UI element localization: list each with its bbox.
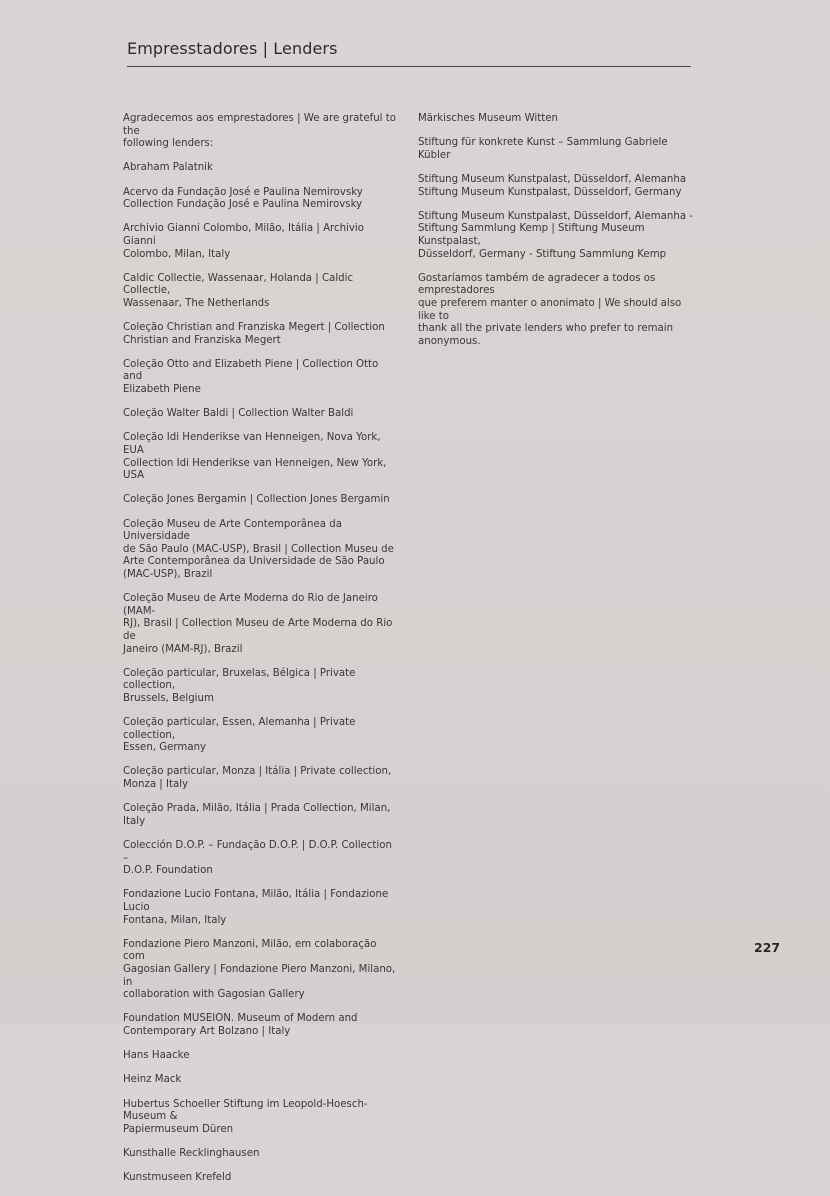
lender-entry: Märkisches Museum Witten <box>418 113 558 124</box>
lender-entry: Abraham Palatnik <box>123 162 213 174</box>
lenders-list-right <box>418 113 693 360</box>
lender-entry: Coleção Museu de Arte Moderna do Rio de Janeiro (MAM- RJ), Brasil | Collection Museu de Arte Moderna do Rio de Janeiro (MAM-RJ), Brazil <box>123 593 393 655</box>
lender-entry: Stiftung Museum Kunstpalast, Düsseldorf, Alemanha - Stiftung Sammlung Kemp | Stiftung Museum Kunstpalast, Düsseldorf, Germany - Stiftung Sammlung Kemp <box>418 210 693 260</box>
lender-entry: Coleção Jones Bergamin | Collection Jones Bergamin <box>123 494 390 506</box>
lender-entry: Stiftung für konkrete Kunst – Sammlung Gabriele Kübler <box>418 137 668 161</box>
lender-entry: Coleção Museu de Arte Contemporânea da Universidade de São Paulo (MAC-USP), Brasil | Collection Museu de Arte Contemporânea da Universidade de São Paulo (MAC-USP), Brazil <box>123 518 394 580</box>
title-divider <box>127 66 691 67</box>
lender-entry: Coleção Otto and Elizabeth Piene | Collection Otto and Elizabeth Piene <box>123 358 379 396</box>
lender-entry: Heinz Mack <box>123 1074 182 1086</box>
page-title: Empresstadores | Lenders <box>127 39 338 58</box>
lender-entry: Colección D.O.P. – Fundação D.O.P. | D.O.P. Collection – D.O.P. Foundation <box>123 840 392 877</box>
lender-entry: Stiftung Museum Kunstpalast, Düsseldorf, Alemanha Stiftung Museum Kunstpalast, Düsseldorf, Germany <box>418 173 687 198</box>
lender-entry: Foundation MUSEION. Museum of Modern and Contemporary Art Bolzano | Italy <box>123 1013 358 1037</box>
lender-entry: Coleção Christian and Franziska Megert | Collection Christian and Franziska Megert <box>123 322 385 346</box>
lender-entry: Fondazione Lucio Fontana, Milão, Itália | Fondazione Lucio Fontana, Milan, Italy <box>123 889 389 926</box>
lender-entry: Coleção Idi Henderikse van Henneigen, Nova York, EUA Collection Idi Henderikse van Henneigen, New York, USA <box>123 432 387 482</box>
acknowledgement-text: Gostaríamos também de agradecer a todos os emprestadores que preferem manter o anonimato | We should also like to thank all the private lenders who prefer to remain anonymous. <box>418 272 682 347</box>
lender-entry: Coleção particular, Bruxelas, Bélgica | Private collection, Brussels, Belgium <box>123 667 356 704</box>
lender-entry: Hubertus Schoeller Stiftung im Leopold-Hoesch-Museum & Papiermuseum Düren <box>123 1098 368 1135</box>
page-number: 227 <box>754 940 781 955</box>
lender-entry: Kunstmuseen Krefeld <box>123 1172 232 1184</box>
lender-entry: Kunsthalle Recklinghausen <box>123 1147 260 1159</box>
lender-entry: Coleção particular, Monza | Itália | Private collection, Monza | Italy <box>123 766 392 791</box>
lender-entry: Coleção Prada, Milão, Itália | Prada Collection, Milan, Italy <box>123 803 391 827</box>
lenders-list-left <box>123 113 397 1196</box>
lender-entry: Archivio Gianni Colombo, Milão, Itália | Archivio Gianni Colombo, Milan, Italy <box>123 223 364 260</box>
intro-text: Agradecemos aos emprestadores | We are grateful to the following lenders: <box>123 113 396 150</box>
lender-entry: Acervo da Fundação José e Paulina Nemirovsky Collection Fundação José e Paulina Nemirovsky <box>123 186 363 211</box>
lender-entry: Caldic Collectie, Wassenaar, Holanda | Caldic Collectie, Wassenaar, The Netherlands <box>123 272 354 309</box>
lender-entry: Fondazione Piero Manzoni, Milão, em colaboração com Gagosian Gallery | Fondazione Piero Manzoni, Milano, in collaboration with Gagosian Gallery <box>123 938 396 1001</box>
lender-entry: Coleção particular, Essen, Alemanha | Private collection, Essen, Germany <box>123 717 356 754</box>
lender-entry: Coleção Walter Baldi | Collection Walter Baldi <box>123 408 354 420</box>
lender-entry: Hans Haacke <box>123 1050 190 1062</box>
